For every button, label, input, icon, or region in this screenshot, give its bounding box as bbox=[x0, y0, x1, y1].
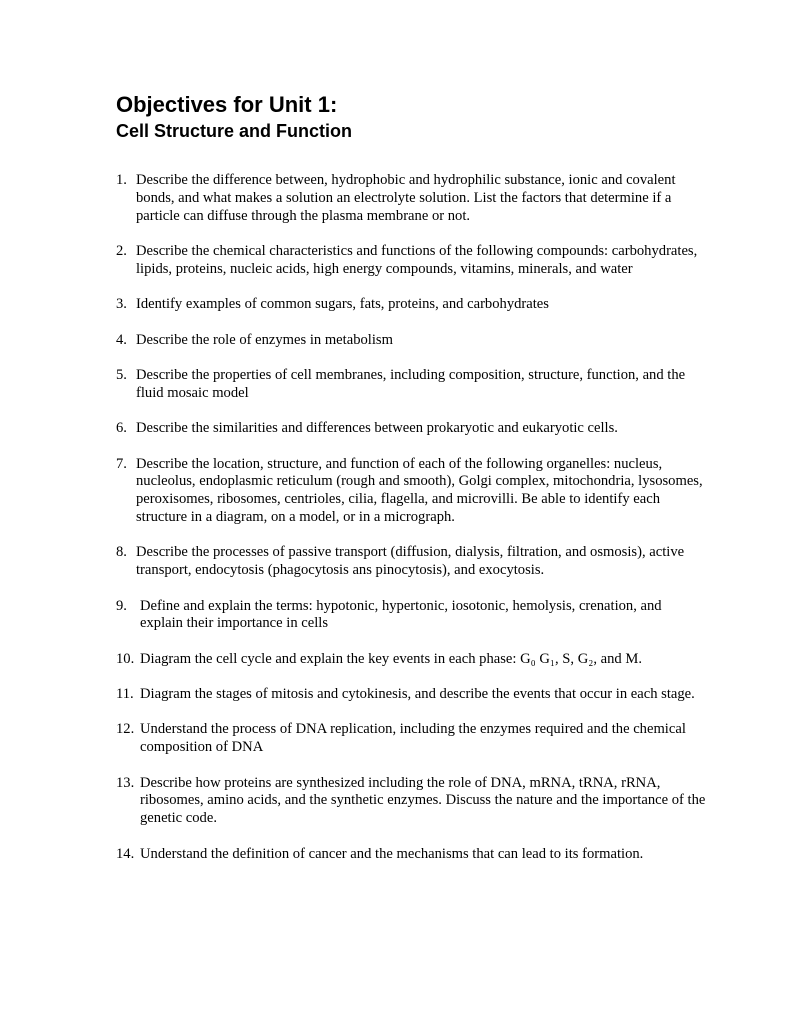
objective-text: Diagram the stages of mitosis and cytokinesis, and describe the events that occur in each stage. bbox=[140, 686, 695, 703]
objective-text: Describe the role of enzymes in metabolism bbox=[136, 331, 393, 348]
objective-item-1 bbox=[116, 172, 706, 225]
objective-item-2 bbox=[116, 243, 706, 279]
objective-item-6 bbox=[116, 420, 706, 438]
document-page bbox=[116, 92, 706, 881]
objective-number: 8. bbox=[116, 544, 127, 561]
objective-item-9 bbox=[116, 598, 706, 634]
objective-text: Describe how proteins are synthesized including the role of DNA, mRNA, tRNA, rRNA, ribosomes, amino acids, and the synthetic enzymes. Discuss the nature and the importance of the genetic code. bbox=[140, 774, 706, 827]
objective-number: 9. bbox=[116, 597, 127, 614]
page-subtitle: Cell Structure and Function bbox=[116, 121, 353, 141]
objective-text: Diagram the cell cycle and explain the key events in each phase: G₀ G₁, S, G₂, and M. bbox=[140, 650, 642, 667]
objective-item-7 bbox=[116, 456, 706, 527]
objective-item-5 bbox=[116, 367, 706, 403]
objective-text: Describe the difference between, hydrophobic and hydrophilic substance, ionic and covalent bonds, and what makes a solution an electrolyte solution. List the factors that determine if a particle can diffuse through the plasma membrane or not. bbox=[136, 172, 676, 224]
objective-text: Describe the location, structure, and function of each of the following organelles: nucleus, nucleolus, endoplasmic reticulum (rough and smooth), Golgi complex, mitochondria, lysosomes, peroxisomes, ribosomes, centrioles, cilia, flagella, and microvilli. Be able to identify each structure in a diagram, on a model, or in a micrograph. bbox=[136, 455, 703, 525]
objective-item-10 bbox=[116, 651, 706, 669]
objective-number: 1. bbox=[116, 172, 127, 188]
objective-text: Understand the process of DNA replication, including the enzymes required and the chemical composition of DNA bbox=[140, 721, 686, 756]
objective-number: 2. bbox=[116, 242, 127, 259]
objective-number: 11. bbox=[116, 686, 134, 703]
objective-text: Describe the processes of passive transport (diffusion, dialysis, filtration, and osmosis), active transport, endocytosis (phagocytosis ans pinocytosis), and exocytosis. bbox=[136, 544, 685, 579]
objective-item-8 bbox=[116, 544, 706, 580]
objective-text: Describe the similarities and differences between prokaryotic and eukaryotic cells. bbox=[136, 420, 618, 437]
objective-number: 10. bbox=[116, 650, 135, 667]
objective-item-12 bbox=[116, 721, 706, 757]
objective-text: Describe the properties of cell membranes, including composition, structure, function, and the fluid mosaic model bbox=[136, 366, 686, 401]
objective-number: 12. bbox=[116, 721, 135, 738]
objective-text: Describe the chemical characteristics and functions of the following compounds: carbohydrates, lipids, proteins, nucleic acids, high energy compounds, vitamins, minerals, and water bbox=[136, 242, 698, 277]
objective-text: Define and explain the terms: hypotonic, hypertonic, iosotonic, hemolysis, crenation, and explain their importance in cells bbox=[140, 597, 662, 632]
objective-text: Identify examples of common sugars, fats, proteins, and carbohydrates bbox=[136, 296, 549, 313]
objective-text: Understand the definition of cancer and the mechanisms that can lead to its formation. bbox=[140, 845, 644, 862]
page-title: Objectives for Unit 1: bbox=[116, 92, 338, 117]
objective-number: 14. bbox=[116, 845, 135, 862]
objective-number: 3. bbox=[116, 296, 127, 313]
objective-item-3 bbox=[116, 296, 706, 314]
objective-item-11 bbox=[116, 686, 706, 704]
objective-number: 7. bbox=[116, 455, 127, 472]
objective-number: 4. bbox=[116, 331, 127, 348]
objective-number: 6. bbox=[116, 420, 127, 437]
objective-item-14 bbox=[116, 846, 706, 864]
objective-number: 5. bbox=[116, 366, 127, 383]
objectives-list bbox=[116, 172, 706, 863]
objective-item-13 bbox=[116, 775, 706, 828]
objective-number: 13. bbox=[116, 774, 135, 791]
objective-item-4 bbox=[116, 332, 706, 350]
